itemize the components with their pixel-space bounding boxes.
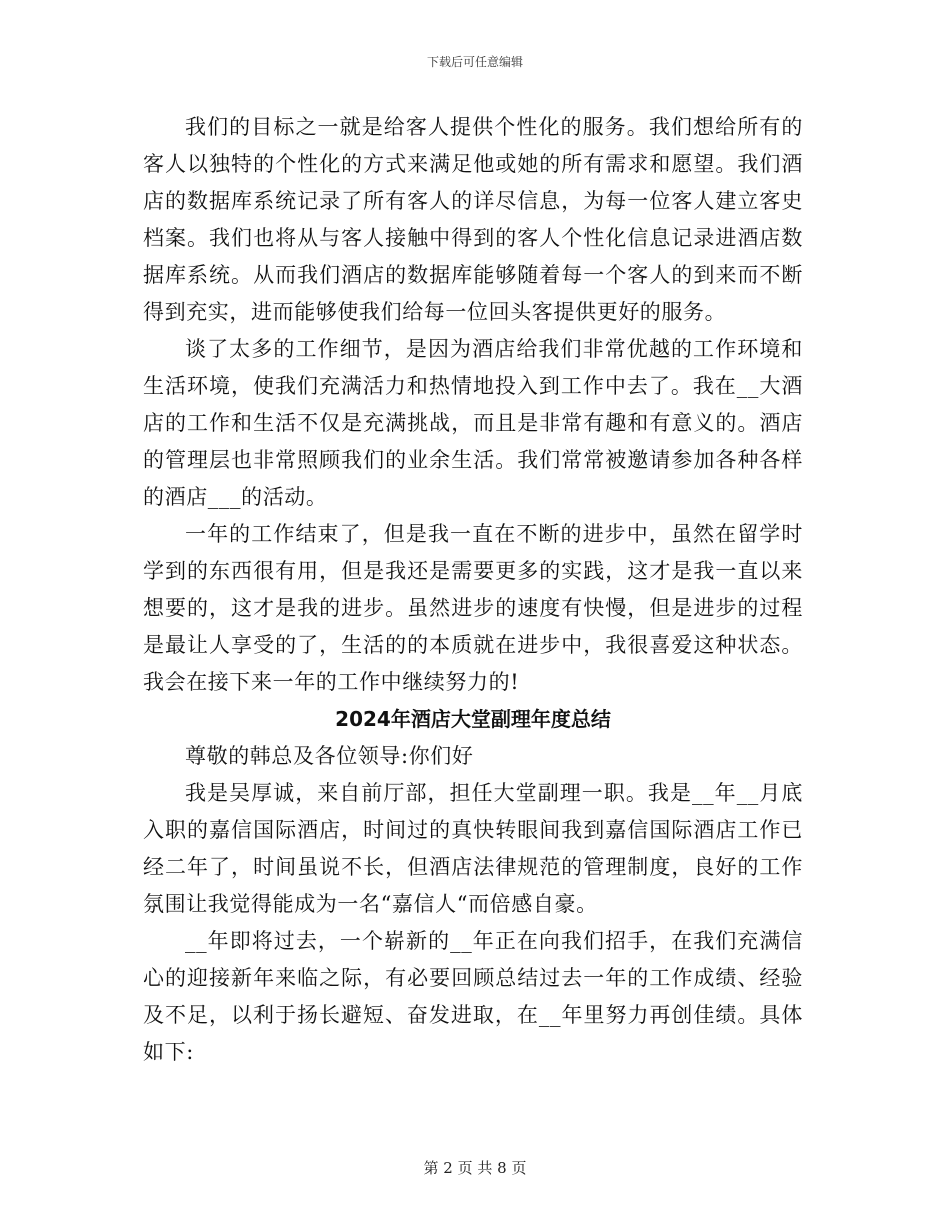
body-paragraph: 一年的工作结束了，但是我一直在不断的进步中，虽然在留学时学到的东西很有用，但是我还是需要更多的实践，这才是我一直以来想要的，这才是我的进步。虽然进步的速度有快慢，但是进步的过程是最让人享受的了，生活的的本质就在进步中，我很喜爱这种状态。我会在接下来一年的工作中继续努力的! xyxy=(143,522,803,694)
greeting-paragraph: 尊敬的韩总及各位领导:你们好 xyxy=(185,744,474,768)
body-paragraph: 谈了太多的工作细节，是因为酒店给我们非常优越的工作环境和生活环境，使我们充满活力和热情地投入到工作中去了。我在__大酒店的工作和生活不仅是充满挑战，而且是非常有趣和有意义的。酒店的管理层也非常照顾我们的业余生活。我们常常被邀请参加各种各样的酒店___的活动。 xyxy=(143,337,803,509)
page-header: 下载后可任意编辑 xyxy=(426,55,523,69)
page-footer: 第 2 页 共 8 页 xyxy=(423,1159,527,1177)
section-title: 2024年酒店大堂副理年度总结 xyxy=(335,707,611,731)
body-paragraph: 我们的目标之一就是给客人提供个性化的服务。我们想给所有的客人以独特的个性化的方式来满足他或她的所有需求和愿望。我们酒店的数据库系统记录了所有客人的详尽信息，为每一位客人建立客史档案。我们也将从与客人接触中得到的客人个性化信息记录进酒店数据库系统。从而我们酒店的数据库能够随着每一个客人的到来而不断得到充实，进而能够使我们给每一位回头客提供更好的服务。 xyxy=(143,115,803,324)
body-paragraph: __年即将过去，一个崭新的__年正在向我们招手，在我们充满信心的迎接新年来临之际，有必要回顾总结过去一年的工作成绩、经验及不足，以利于扬长避短、奋发进取，在__年里努力再创佳绩。具体如下: xyxy=(143,929,803,1064)
body-paragraph: 我是吴厚诚，来自前厅部，担任大堂副理一职。我是__年__月底入职的嘉信国际酒店，时间过的真快转眼间我到嘉信国际酒店工作已经二年了，时间虽说不长，但酒店法律规范的管理制度，良好的工作氛围让我觉得能成为一名“嘉信人“而倍感自豪。 xyxy=(143,781,803,916)
document-body xyxy=(143,109,803,1071)
